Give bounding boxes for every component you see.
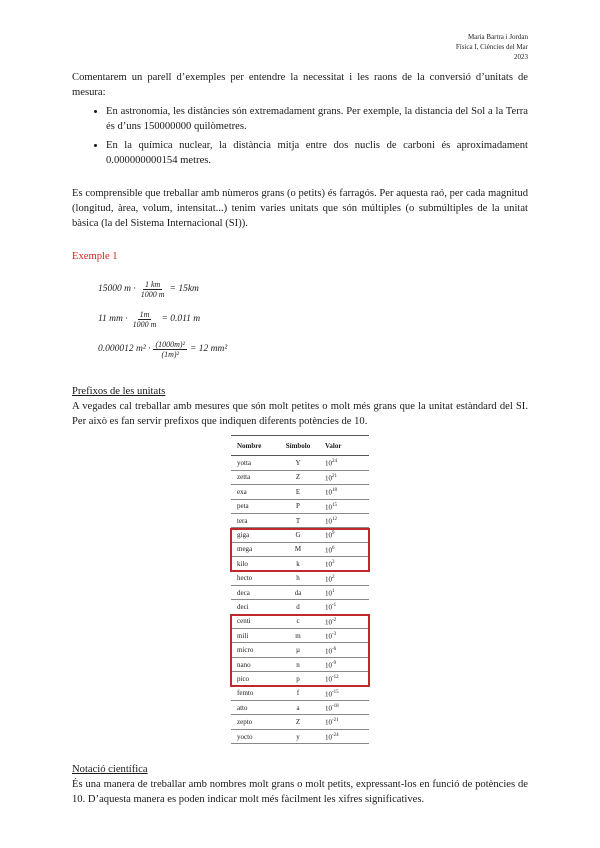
prefix-value: [319, 657, 369, 671]
prefix-symbol: a: [277, 701, 319, 715]
power-exponent: 6: [332, 545, 335, 551]
prefix-table-wrap: [72, 435, 528, 744]
prefixes-paragraph: A vegades cal treballar amb mesures que són molt petites o molt més grans que la unitat estàndard del SI. Per això es fan servir prefixos que indiquen diferents potències de 10.: [72, 401, 528, 427]
prefix-value: [319, 528, 369, 542]
author-name: Maria Bartra i Jordan: [467, 33, 528, 41]
prefix-symbol: m: [277, 629, 319, 643]
power-exponent: -18: [332, 704, 339, 710]
power-exponent: -12: [332, 675, 339, 681]
power-base: 10: [325, 704, 332, 713]
prefix-value: [319, 701, 369, 715]
power-exponent: -15: [332, 689, 339, 695]
course-name: Física I, Ciències del Mar: [455, 43, 528, 51]
power-exponent: 12: [332, 516, 337, 522]
prefix-symbol: n: [277, 657, 319, 671]
prefix-symbol: k: [277, 557, 319, 571]
power-exponent: -9: [332, 660, 337, 666]
list-item: • En astronomia, les distàncies són extremadament grans. Per exemple, la distancia del Sol a la Terra és d’uns 150000000 quilòmetres.: [106, 104, 528, 134]
table-row: [231, 585, 369, 599]
prefix-value: [319, 571, 369, 585]
table-row: [231, 528, 369, 542]
prefix-name: micro: [231, 643, 277, 657]
prefixes-title: Prefixos de les unitats: [72, 386, 166, 397]
numerator: 1m: [139, 309, 150, 319]
power-exponent: 18: [332, 488, 337, 494]
prefix-value: [319, 470, 369, 484]
power-base: 10: [325, 560, 332, 569]
prefix-value: [319, 456, 369, 470]
power-base: 10: [325, 574, 332, 583]
notation-title: Notació científica: [72, 764, 148, 776]
formula-block: [98, 274, 528, 364]
prefix-value: [319, 585, 369, 599]
power-exponent: 2: [332, 574, 335, 580]
power-exponent: -2: [332, 617, 337, 623]
prefix-name: giga: [231, 528, 277, 542]
table-row: [231, 629, 369, 643]
examples-list: [72, 104, 528, 168]
power-base: 10: [325, 733, 332, 742]
table-row: [231, 571, 369, 585]
prefix-name: nano: [231, 657, 277, 671]
numerator: (1000m)²: [155, 339, 185, 349]
prefix-symbol: da: [277, 585, 319, 599]
power-base: 10: [325, 603, 332, 612]
prefix-name: zetta: [231, 470, 277, 484]
table-row: [231, 499, 369, 513]
prefix-name: deci: [231, 600, 277, 614]
power-base: 10: [325, 459, 332, 468]
power-exponent: -1: [332, 603, 337, 609]
table-row: [231, 701, 369, 715]
prefix-value: [319, 557, 369, 571]
prefix-value: [319, 729, 369, 743]
numerator: 1 km: [144, 279, 161, 289]
power-base: 10: [325, 718, 332, 727]
table-row: [231, 657, 369, 671]
formula-result: = 12 mm²: [189, 343, 228, 354]
prefix-value: [319, 715, 369, 729]
prefix-value: [319, 643, 369, 657]
table-row: [231, 672, 369, 686]
column-header: Nombre: [231, 436, 277, 456]
power-exponent: -6: [332, 646, 337, 652]
prefix-value: [319, 629, 369, 643]
prefix-name: hecto: [231, 571, 277, 585]
power-exponent: -3: [332, 632, 337, 638]
table-row: [231, 729, 369, 743]
power-base: 10: [325, 675, 332, 684]
denominator: 1000 m: [140, 289, 165, 299]
table-header-row: [231, 436, 369, 456]
prefix-name: zepto: [231, 715, 277, 729]
intro-paragraph: Comentarem un parell d’exemples per entendre la necessitat i les raons de la conversió d’unitats de mesura:: [72, 72, 528, 98]
power-base: 10: [325, 546, 332, 555]
prefix-value: [319, 600, 369, 614]
power-base: 10: [325, 589, 332, 598]
prefix-name: mili: [231, 629, 277, 643]
denominator: (1m)²: [161, 349, 179, 359]
power-base: 10: [325, 632, 332, 641]
power-exponent: -21: [332, 718, 339, 724]
fraction: [131, 310, 159, 329]
prefix-symbol: M: [277, 542, 319, 556]
prefix-name: centi: [231, 614, 277, 628]
power-base: 10: [325, 618, 332, 627]
formula-term: 11 mm ·: [98, 313, 128, 324]
column-header: Valor: [319, 436, 369, 456]
prefix-value: [319, 614, 369, 628]
table-row: [231, 715, 369, 729]
prefix-symbol: T: [277, 513, 319, 527]
power-exponent: 24: [332, 459, 337, 465]
prefix-symbol: d: [277, 600, 319, 614]
prefix-value: [319, 499, 369, 513]
prefix-value: [319, 485, 369, 499]
table-row: [231, 643, 369, 657]
power-base: 10: [325, 646, 332, 655]
prefix-name: mega: [231, 542, 277, 556]
power-base: 10: [325, 690, 332, 698]
column-header: Símbolo: [277, 436, 319, 456]
formula-1: [98, 274, 528, 304]
motivation-paragraph: Es comprensible que treballar amb nùmeros grans (o petits) és farragós. Per aquesta raó, per cada magnitud (longitud, àrea, volum, intensitat...) tenim varies unitats que són múltiples (o submúltiples de la unitat bàsica (la del Sistema Internacional (SI)).: [72, 188, 528, 229]
table-row: [231, 600, 369, 614]
prefix-symbol: µ: [277, 643, 319, 657]
fraction: [139, 280, 167, 299]
formula-term: 0.000012 m² ·: [98, 343, 151, 354]
fraction: [153, 340, 187, 359]
notation-paragraph: És una manera de treballar amb nombres molt grans o molt petits, expressant-los en funció de potències de 10. D’aquesta manera es poden indicar molt més fàcilment les xifres significatives.: [72, 779, 528, 806]
prefix-symbol: G: [277, 528, 319, 542]
prefix-symbol: Y: [277, 456, 319, 470]
table-row: [231, 513, 369, 527]
formula-3: [98, 334, 528, 364]
year: 2023: [514, 53, 528, 61]
prefix-symbol: c: [277, 614, 319, 628]
prefix-name: deca: [231, 585, 277, 599]
prefix-symbol: P: [277, 499, 319, 513]
power-exponent: 3: [332, 560, 335, 566]
prefix-value: [319, 513, 369, 527]
table-row: [231, 614, 369, 628]
power-exponent: 15: [332, 502, 337, 508]
power-exponent: 9: [332, 531, 335, 537]
power-base: 10: [325, 488, 332, 497]
table-row: [231, 557, 369, 571]
table-row: [231, 542, 369, 556]
power-exponent: -24: [332, 732, 339, 738]
prefix-value: [319, 542, 369, 556]
document-header: [456, 32, 528, 62]
formula-term: 15000 m ·: [98, 283, 136, 294]
prefix-symbol: p: [277, 672, 319, 686]
prefix-symbol: y: [277, 729, 319, 743]
prefix-name: peta: [231, 499, 277, 513]
power-base: 10: [325, 531, 332, 540]
prefix-symbol: Z: [277, 715, 319, 729]
prefix-name: femto: [231, 686, 277, 700]
power-exponent: 21: [332, 473, 337, 479]
prefix-value: [319, 672, 369, 686]
power-base: 10: [325, 502, 332, 511]
list-item: • En la química nuclear, la distància mitja entre dos nuclis de carboni és aproximadament 0.000000000154 metres.: [106, 138, 528, 168]
power-base: 10: [325, 661, 332, 670]
power-base: 10: [325, 474, 332, 483]
formula-2: [98, 304, 528, 334]
prefix-symbol: h: [277, 571, 319, 585]
prefix-value: [319, 686, 369, 700]
denominator: 1000 m: [132, 319, 157, 329]
prefix-symbol: E: [277, 485, 319, 499]
prefix-name: yotta: [231, 456, 277, 470]
table-row: [231, 485, 369, 499]
example-title: Exemple 1: [72, 251, 118, 262]
power-exponent: 1: [332, 588, 335, 594]
table-row: [231, 686, 369, 700]
prefix-name: pico: [231, 672, 277, 686]
prefix-name: kilo: [231, 557, 277, 571]
prefix-symbol: f: [277, 686, 319, 700]
table-row: [231, 470, 369, 484]
prefix-name: tera: [231, 513, 277, 527]
prefix-table: [231, 435, 369, 744]
table-row: [231, 456, 369, 470]
formula-result: = 0.011 m: [161, 313, 201, 324]
prefix-name: exa: [231, 485, 277, 499]
prefix-name: yocto: [231, 729, 277, 743]
formula-result: = 15km: [169, 283, 199, 294]
prefix-name: atto: [231, 701, 277, 715]
prefix-symbol: Z: [277, 470, 319, 484]
power-base: 10: [325, 517, 332, 526]
page-content: [72, 70, 528, 807]
